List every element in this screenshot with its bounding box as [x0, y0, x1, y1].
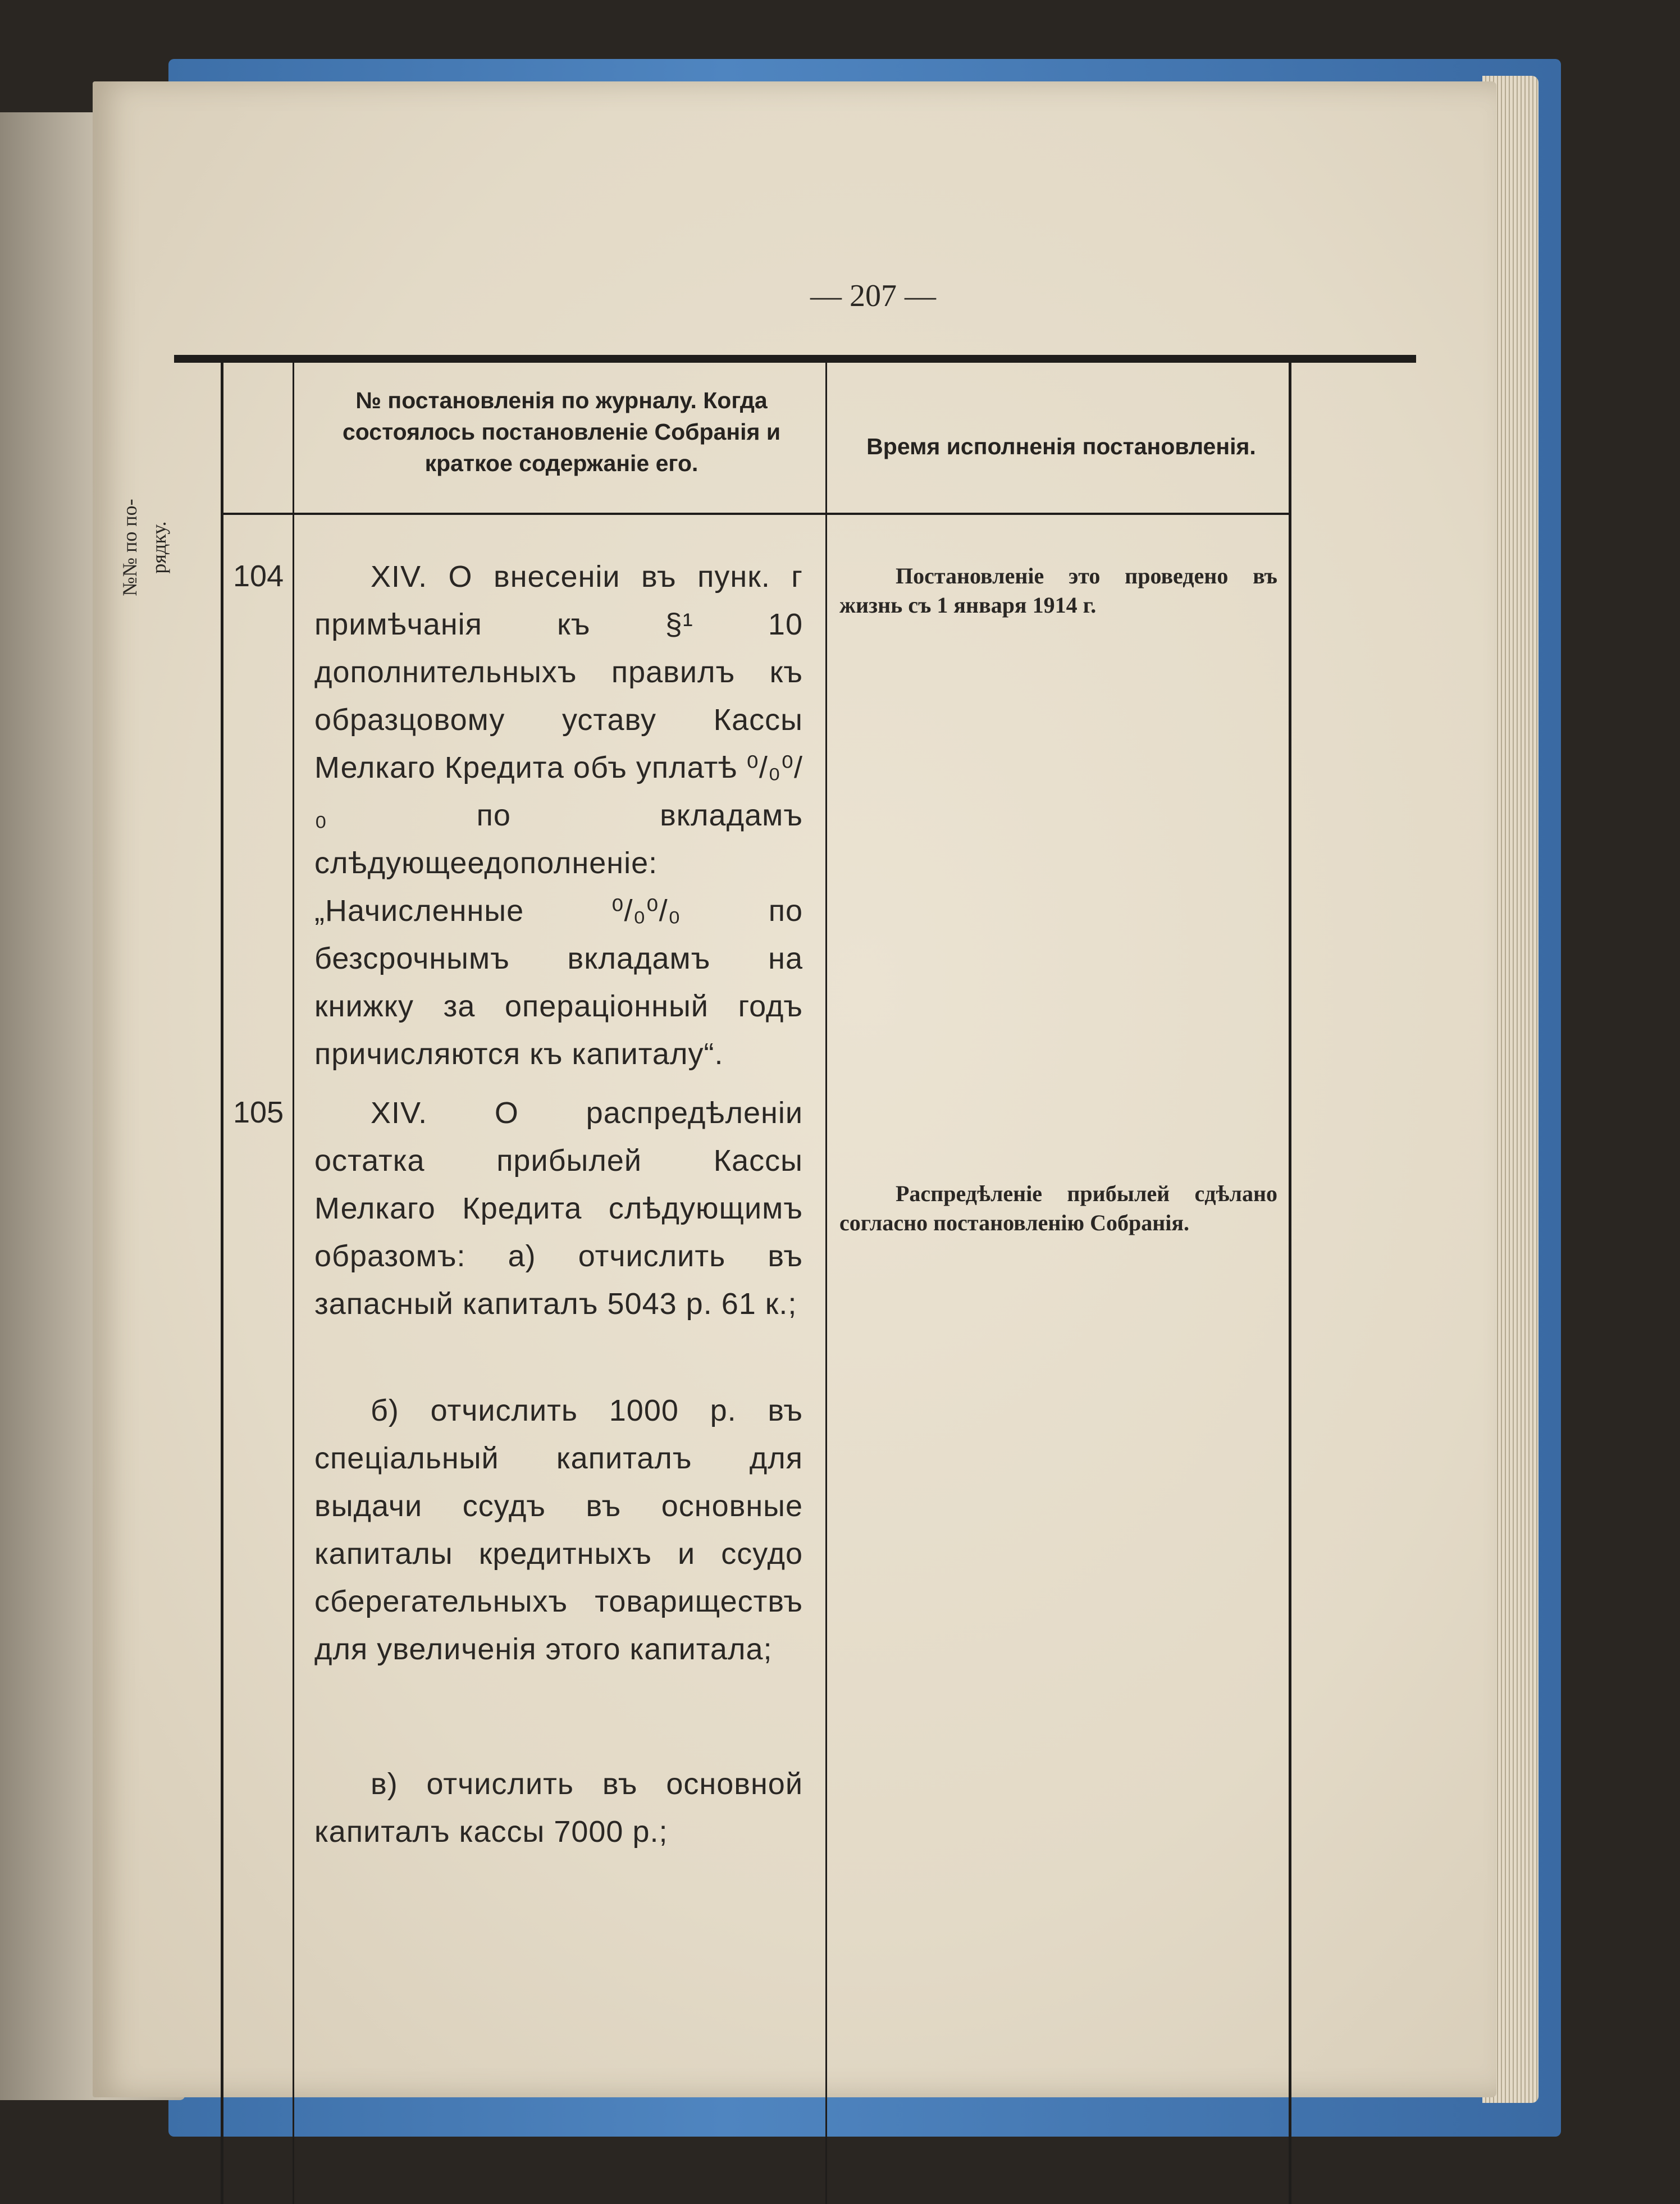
row-105-resolution-text: XIV. О распредѣленіи остатка прибылей Кассы Мелкаго Кредита слѣдующимъ образомъ: а) отчислить въ запасный капиталъ 5043 р. 61 к.;	[314, 1096, 803, 1321]
column-rule-mid	[825, 362, 827, 2204]
page-number: — 207 —	[810, 279, 936, 313]
column-rule-num	[293, 362, 294, 2204]
row-number-105: 105	[233, 1096, 284, 1129]
row-104-execution-note: Постановленіе это проведено въ жизнь съ 1 января 1914 г.	[839, 563, 1277, 618]
header-column-execution: Время исполненія постановленія.	[866, 434, 1256, 459]
book-page	[93, 81, 1496, 2097]
row-105-resolution-text-c: в) отчислить въ основной капиталъ кассы 7000 р.;	[314, 1767, 803, 1849]
row-number-104: 104	[233, 559, 284, 593]
header-column-resolution: № постановленія по журналу. Когда состоялось постановленіе Собранія и краткое содержаніе его.	[342, 387, 781, 476]
table-top-rule	[174, 355, 1416, 363]
header-column-number: №№ по по- рядку.	[118, 499, 170, 596]
header-bottom-rule	[221, 513, 1289, 515]
column-rule-right	[1289, 362, 1291, 2204]
row-105-resolution-text-b: б) отчислить 1000 р. въ спеціальный капиталъ для выдачи ссудъ въ основные капиталы кредитныхъ и ссудо сберегательныхъ товариществъ для увеличенія этого капитала;	[314, 1394, 803, 1666]
column-rule-left	[221, 362, 223, 2204]
row-104-resolution-text: XIV. О внесеніи въ пунк. г примѣчанія къ §¹ 10 дополнительныхъ правилъ къ образцовому уставу Кассы Мелкаго Кредита объ уплатѣ ⁰/₀⁰/₀ по вкладамъ слѣдующеедополненіе: „Начисленные ⁰/₀⁰/₀ по безсрочнымъ вкладамъ на книжку за операціонный годъ причисляются къ капиталу“.	[314, 560, 803, 1071]
row-105-execution-note: Распредѣленіе прибылей сдѣлано согласно постановленію Собранія.	[839, 1181, 1277, 1235]
